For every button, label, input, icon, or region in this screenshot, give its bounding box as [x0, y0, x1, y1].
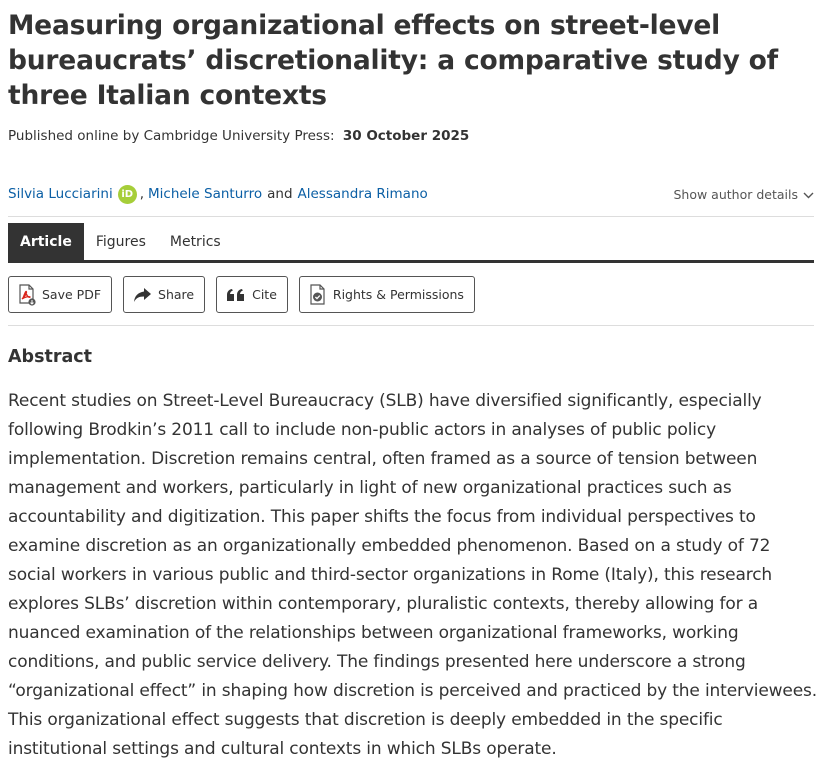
article-tabs [8, 223, 814, 263]
share-button[interactable] [123, 276, 205, 313]
rights-permissions-button[interactable] [299, 276, 475, 313]
permissions-badge-icon [309, 284, 327, 306]
abstract-text: Recent studies on Street-Level Bureaucracy (SLB) have diversified significantly, especially following Brodkin’s 2011 call to include non-public actors in analyses of public policy implementation. Discretion remains central, often framed as a source of tension between management and workers, particularly in light of new organizational practices such as accountability and digitization. This paper shifts the focus from individual perspectives to examine discretion as an organizationally embedded phenomenon. Based on a study of 72 social workers in various public and third-sector organizations in Rome (Italy), this research explores SLBs’ discretion within contemporary, pluralistic contexts, thereby allowing for a nuanced examination of the relationships between organizational frameworks, working conditions, and public service delivery. The findings presented here underscore a strong “organizational effect” in shaping how discretion is perceived and practiced by the interviewees. This organizational effect suggests that discretion is deeply embedded in the specific institutional settings and cultural contexts in which SLBs operate. [8, 391, 817, 759]
tab-article[interactable]: Article [8, 223, 84, 260]
author-separator: , [139, 186, 144, 202]
cite-label: Cite [252, 287, 277, 302]
abstract-heading: Abstract [8, 347, 93, 367]
share-label: Share [158, 287, 195, 302]
quote-icon [226, 288, 246, 302]
tab-metrics[interactable]: Metrics [169, 233, 221, 250]
author-conjunction: and [267, 186, 293, 202]
orcid-icon[interactable]: iD [118, 185, 137, 204]
authors-row [8, 182, 814, 206]
published-label: Published online by Cambridge University Press: [8, 128, 335, 144]
author-link-michele-santurro[interactable]: Michele Santurro [148, 186, 263, 202]
share-arrow-icon [133, 287, 152, 303]
show-author-details-label: Show author details [673, 186, 798, 202]
chevron-down-icon [798, 187, 814, 202]
cite-button[interactable] [216, 276, 288, 313]
published-date: 30 October 2025 [342, 128, 470, 144]
save-pdf-label: Save PDF [42, 287, 102, 302]
show-author-details-toggle[interactable] [673, 187, 814, 202]
author-link-silvia-lucciarini[interactable]: Silvia Lucciarini [8, 186, 113, 202]
article-actions [8, 276, 475, 313]
article-title: Measuring organizational effects on street-level bureaucrats’ discretionality: a comparative study of three Italian contexts [8, 10, 779, 111]
divider [8, 216, 814, 217]
author-link-alessandra-rimano[interactable]: Alessandra Rimano [297, 186, 428, 202]
published-info [8, 128, 469, 144]
rights-permissions-label: Rights & Permissions [332, 287, 464, 302]
save-pdf-button[interactable] [8, 276, 112, 313]
tab-figures[interactable]: Figures [95, 233, 146, 250]
divider [8, 325, 814, 326]
pdf-download-icon [18, 284, 36, 306]
